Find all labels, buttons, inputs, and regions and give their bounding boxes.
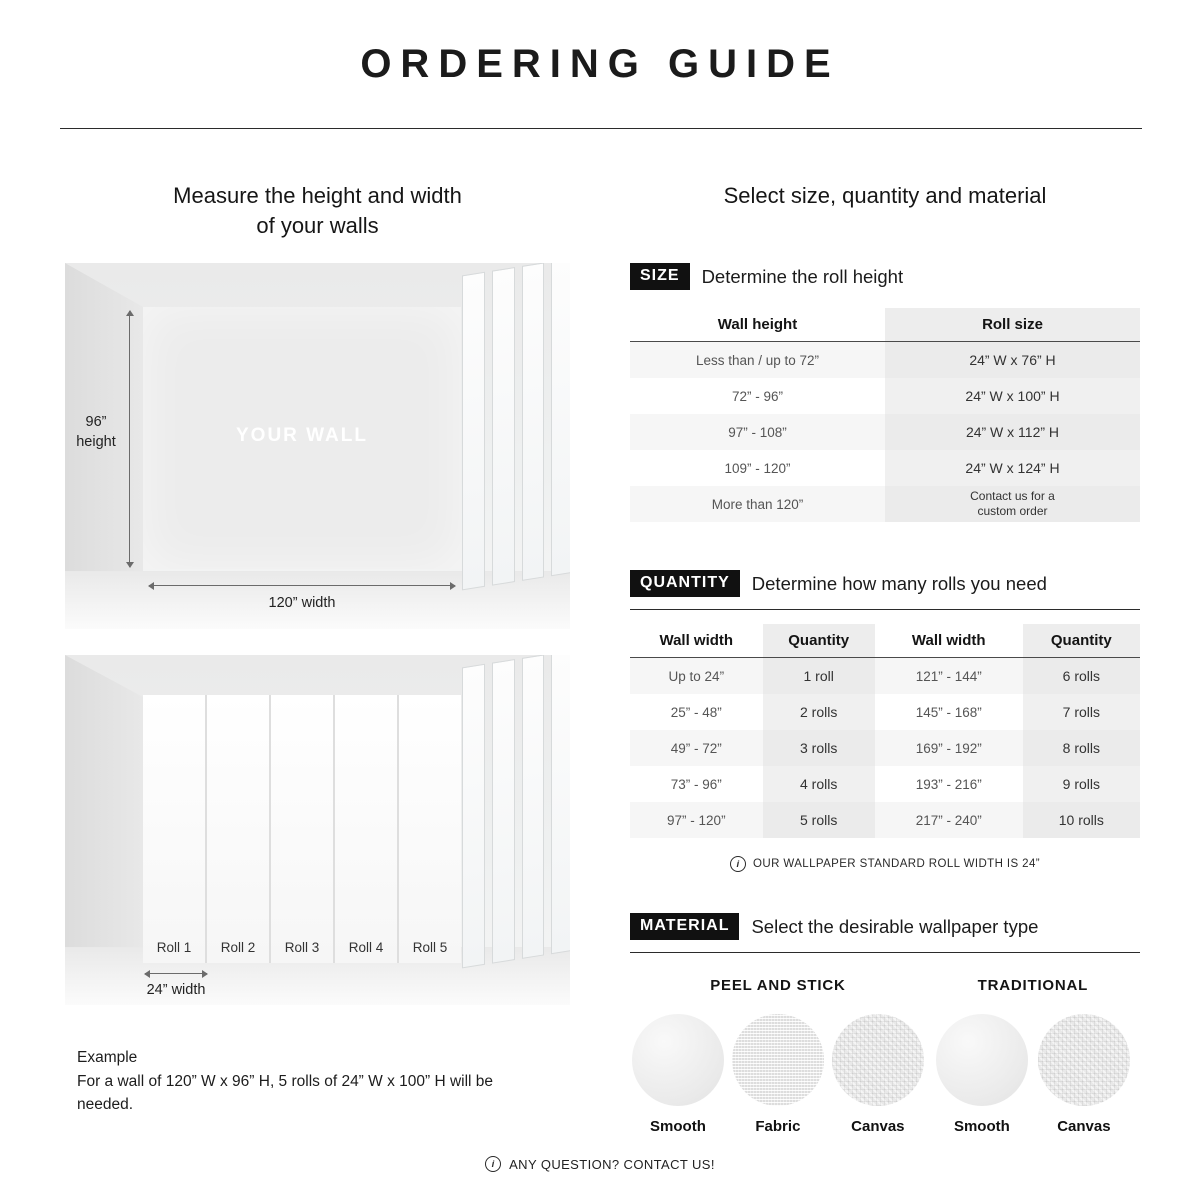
size-row-wall: Less than / up to 72” [630,342,885,378]
contact-footer-text: ANY QUESTION? CONTACT US! [509,1156,715,1172]
wall-height-label: 96” height [76,414,116,450]
select-column [630,175,1140,1175]
swatch-label: Smooth [650,1118,706,1135]
size-row-wall: 109” - 120” [724,460,791,476]
info-icon [485,1156,501,1172]
roll-label: Roll 1 [156,940,192,955]
material-badge: MATERIAL [630,913,739,940]
size-row-wall: More than 120” [630,486,885,522]
qty-header-quantity-1: Quantity [763,624,875,658]
swatch-canvas [1035,1014,1133,1135]
room-diagram-your-wall [65,263,570,629]
quantity-subtitle: Determine how many rolls you need [751,572,1047,594]
section-divider [630,952,1140,953]
size-header-roll-size: Roll size [885,308,1140,342]
window-pane [551,263,570,576]
material-group-traditional [926,977,1140,1135]
quantity-badge: QUANTITY [630,570,740,597]
roll-panel [143,695,207,963]
qty-row-wall: 145” - 168” [915,704,982,720]
roll-panel [399,695,461,963]
window [456,655,570,969]
roll-width-note-text: OUR WALLPAPER STANDARD ROLL WIDTH IS 24” [753,858,1040,870]
roll-panel [271,695,335,963]
qty-row-wall: 121” - 144” [875,658,1023,694]
section-divider [630,609,1140,610]
info-icon [730,856,746,872]
roll-label: Roll 4 [348,940,384,955]
qty-row-wall: 169” - 192” [875,730,1023,766]
window-pane [462,664,485,969]
smooth-texture-swatch [936,1014,1028,1106]
size-row-wall: 72” - 96” [731,388,784,404]
material-group-peel-and-stick [630,977,926,1135]
qty-row-wall: 25” - 48” [670,704,722,720]
select-heading: Select size, quantity and material [723,183,1047,208]
contact-footer [0,1156,1200,1172]
canvas-texture-swatch [832,1014,924,1106]
swatch-smooth [933,1014,1031,1135]
qty-row-wall: 97” - 120” [630,802,763,838]
roll-label: Roll 2 [220,940,256,955]
size-header-wall-height: Wall height [630,308,885,342]
window [456,263,570,591]
width-measure-arrow [149,585,455,586]
qty-row-qty: 7 rolls [1023,694,1140,730]
window-pane [551,655,570,954]
swatch-label: Fabric [755,1118,801,1135]
swatch-smooth [630,1014,726,1135]
example-text: For a wall of 120” W x 96” H, 5 rolls of 24” W x 100” H will be needed. [77,1073,494,1113]
roll-width-measure-arrow [145,973,207,974]
measure-column [65,175,570,1175]
page-title: ORDERING GUIDE [360,42,840,86]
roll-panel [335,695,399,963]
window-pane [462,272,485,590]
qty-row-qty: 2 rolls [763,694,875,730]
size-row-roll: 24” W x 124” H [885,450,1140,486]
group-title: TRADITIONAL [977,977,1089,994]
qty-row-qty: 4 rolls [763,766,875,802]
swatch-canvas [830,1014,926,1135]
window-pane [522,655,545,959]
qty-row-qty: 8 rolls [1023,730,1140,766]
smooth-texture-swatch [632,1014,724,1106]
qty-row-qty: 5 rolls [763,802,875,838]
measure-heading [65,181,570,240]
size-table [630,308,1140,522]
size-row-roll: 24” W x 100” H [885,378,1140,414]
height-measure-arrow [129,311,130,567]
qty-header-wall-width-2: Wall width [875,624,1023,658]
material-section [630,913,1140,1135]
your-wall-label: YOUR WALL [236,425,368,446]
example-block [77,1047,512,1116]
size-row-roll: 24” W x 76” H [885,342,1140,378]
size-row-wall: 97” - 108” [630,414,885,450]
qty-header-wall-width-1: Wall width [630,624,763,658]
roll-width-label: 24” width [146,982,206,998]
roll-label: Roll 5 [412,940,448,955]
qty-row-wall: 49” - 72” [630,730,763,766]
canvas-texture-swatch [1038,1014,1130,1106]
qty-header-quantity-2: Quantity [1023,624,1140,658]
swatch-fabric [730,1014,826,1135]
window-pane [522,263,545,581]
size-subtitle: Determine the roll height [701,265,904,287]
qty-row-qty: 9 rolls [1023,766,1140,802]
qty-row-wall: 193” - 216” [915,776,982,792]
example-title: Example [77,1049,138,1066]
roll-label: Roll 3 [284,940,320,955]
quantity-table [630,624,1140,838]
qty-row-qty: 1 roll [763,658,875,694]
swatch-label: Canvas [851,1118,905,1135]
roll-width-note [630,856,1140,872]
size-row-roll: 24” W x 112” H [885,414,1140,450]
material-subtitle: Select the desirable wallpaper type [751,915,1039,937]
wall-width-label: 120” width [268,595,336,611]
window-pane [492,659,515,964]
room-diagram-rolls [65,655,570,1005]
group-title: PEEL AND STICK [710,977,846,994]
title-divider [60,128,1142,129]
window-pane [492,267,515,585]
size-section [630,263,1140,522]
measure-heading-line1: Measure the height and width [173,183,462,208]
roll-panels [143,695,461,963]
qty-row-qty: 3 rolls [763,730,875,766]
measure-heading-line2: of your walls [256,212,379,238]
swatch-label: Smooth [953,1118,1010,1135]
qty-row-wall: 73” - 96” [670,776,722,792]
qty-row-qty: 6 rolls [1023,658,1140,694]
swatch-label: Canvas [1057,1118,1111,1135]
qty-row-wall: Up to 24” [630,658,763,694]
size-badge: SIZE [630,263,690,290]
qty-row-wall: 217” - 240” [875,802,1023,838]
size-row-roll: Contact us for a custom order [885,486,1140,522]
fabric-texture-swatch [732,1014,824,1106]
qty-row-qty: 10 rolls [1023,802,1140,838]
quantity-section [630,570,1140,872]
roll-panel [207,695,271,963]
